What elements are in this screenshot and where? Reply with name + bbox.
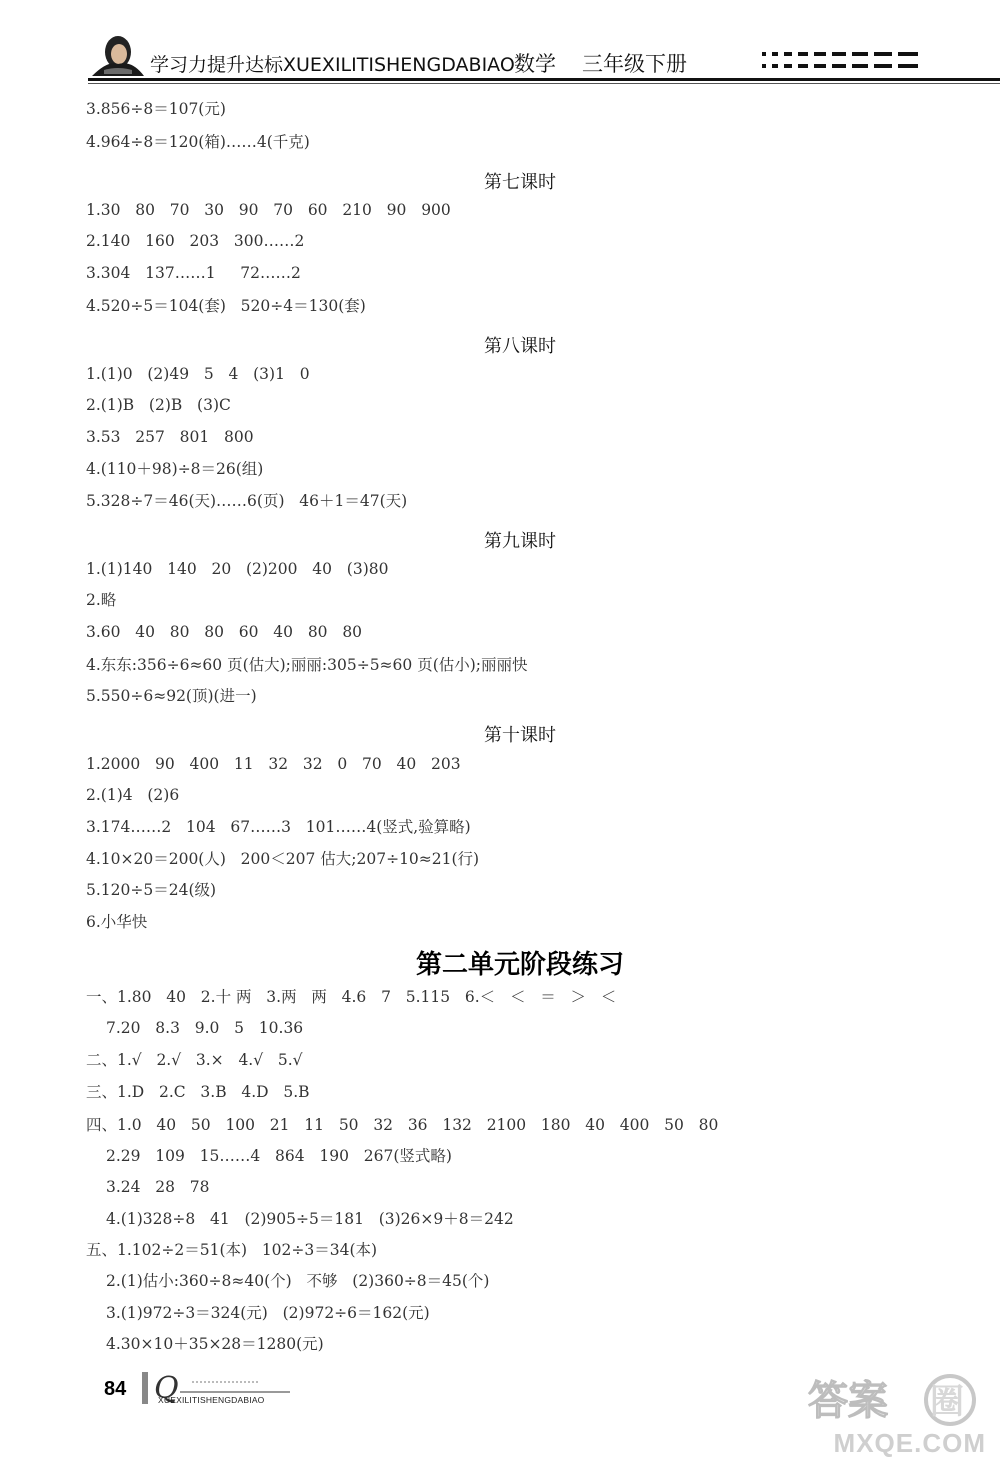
- answer-line: 3.53 257 801 800: [86, 428, 254, 446]
- lesson-title: 第七课时: [484, 172, 556, 193]
- header-dash: [814, 52, 826, 56]
- answer-line: 4.520÷5＝104(套) 520÷4＝130(套): [86, 297, 366, 315]
- answer-line: 一、1.80 40 2.十 两 3.两 两 4.6 7 5.115 6.＜ ＜ ＝ ＞ ＜: [86, 988, 617, 1006]
- header-dash: [832, 64, 846, 68]
- header-dash: [798, 64, 808, 68]
- answer-line: 6.小华快: [86, 913, 148, 931]
- footer-brand-text: XUEXILITISHENGDABIAO: [158, 1395, 265, 1405]
- answer-line: 5.328÷7＝46(天)……6(页) 46＋1＝47(天): [86, 492, 408, 510]
- answer-line: 3.174……2 104 67……3 101……4(竖式,验算略): [86, 818, 471, 836]
- answer-line: 1.30 80 70 30 90 70 60 210 90 900: [86, 201, 451, 219]
- watermark-url: MXQE.COM: [833, 1428, 986, 1458]
- grade-label: 三年级下册: [582, 52, 687, 76]
- student-portrait-icon: [88, 30, 146, 78]
- header-dash: [898, 52, 918, 56]
- header-dash: [772, 52, 778, 56]
- header-dash: [814, 64, 826, 68]
- answer-line: 4.30×10＋35×28＝1280(元): [106, 1335, 324, 1353]
- header-dash: [874, 64, 892, 68]
- header-dash: [798, 52, 808, 56]
- answer-line: 4.(1)328÷8 41 (2)905÷5＝181 (3)26×9＋8＝242: [106, 1210, 514, 1228]
- answer-line: 2.(1)估小:360÷8≈40(个) 不够 (2)360÷8＝45(个): [106, 1272, 490, 1290]
- header-dash: [852, 64, 868, 68]
- header-dash: [784, 64, 792, 68]
- answer-line: 2.140 160 203 300……2: [86, 232, 305, 250]
- answer-line: 5.550÷6≈92(顶)(进一): [86, 687, 257, 705]
- header-dash: [762, 52, 766, 56]
- answer-line: 4.(110＋98)÷8＝26(组): [86, 460, 264, 478]
- header-dash: [852, 52, 868, 56]
- answer-line: 1.(1)0 (2)49 5 4 (3)1 0: [86, 365, 310, 383]
- header-dash: [898, 64, 918, 68]
- answer-line: 7.20 8.3 9.0 5 10.36: [106, 1019, 304, 1037]
- header-divider: [88, 78, 1000, 81]
- answer-line: 二、1.√ 2.√ 3.× 4.√ 5.√: [86, 1051, 303, 1069]
- lesson-title: 第十课时: [484, 725, 556, 746]
- answer-line: 3.304 137……1 72……2: [86, 264, 301, 282]
- answer-line: 2.(1)4 (2)6: [86, 786, 180, 804]
- answer-line: 4.东东:356÷6≈60 页(估大);丽丽:305÷5≈60 页(估小);丽丽快: [86, 656, 528, 674]
- answer-line: 五、1.102÷2＝51(本) 102÷3＝34(本): [86, 1241, 378, 1259]
- subject-label: 数学: [514, 52, 556, 76]
- header-dash: [762, 64, 766, 68]
- answer-line: 2.(1)B (2)B (3)C: [86, 396, 231, 414]
- header-dash: [832, 52, 846, 56]
- answer-line: 3.24 28 78: [106, 1178, 210, 1196]
- answer-line: 5.120÷5＝24(级): [86, 881, 217, 899]
- answer-line: 2.29 109 15……4 864 190 267(竖式略): [106, 1147, 452, 1165]
- header-divider-thin: [88, 83, 1000, 84]
- answer-line: 四、1.0 40 50 100 21 11 50 32 36 132 2100 180 40 400 50 80: [86, 1116, 719, 1134]
- answer-line: 1.2000 90 400 11 32 32 0 70 40 203: [86, 755, 461, 773]
- book-title: 学习力提升达标XUEXILITISHENGDABIAO: [150, 54, 515, 76]
- header-dash: [874, 52, 892, 56]
- page-number: 84: [104, 1378, 127, 1400]
- unit-title: 第二单元阶段练习: [415, 950, 624, 980]
- lesson-title: 第八课时: [484, 336, 556, 357]
- answer-line: 3.60 40 80 80 60 40 80 80: [86, 623, 363, 641]
- answer-line: 1.(1)140 140 20 (2)200 40 (3)80: [86, 560, 389, 578]
- header-dash: [772, 64, 778, 68]
- answer-line: 三、1.D 2.C 3.B 4.D 5.B: [86, 1083, 310, 1101]
- lesson-title: 第九课时: [484, 531, 556, 552]
- watermark-text: 圈: [930, 1382, 964, 1422]
- header-dash: [784, 52, 792, 56]
- header-dash-decoration: [762, 52, 1000, 74]
- answer-line: 4.10×20＝200(人) 200＜207 估大;207÷10≈21(行): [86, 850, 480, 868]
- answer-line: 4.964÷8＝120(箱)……4(千克): [86, 133, 310, 151]
- answer-line: 3.(1)972÷3＝324(元) (2)972÷6＝162(元): [106, 1304, 430, 1322]
- answer-line: 2.略: [86, 591, 117, 609]
- svg-text:答案: 答案: [808, 1378, 888, 1424]
- page-header: [0, 0, 1000, 90]
- svg-text:Q: Q: [154, 1371, 179, 1406]
- answer-line: 3.856÷8＝107(元): [86, 100, 226, 118]
